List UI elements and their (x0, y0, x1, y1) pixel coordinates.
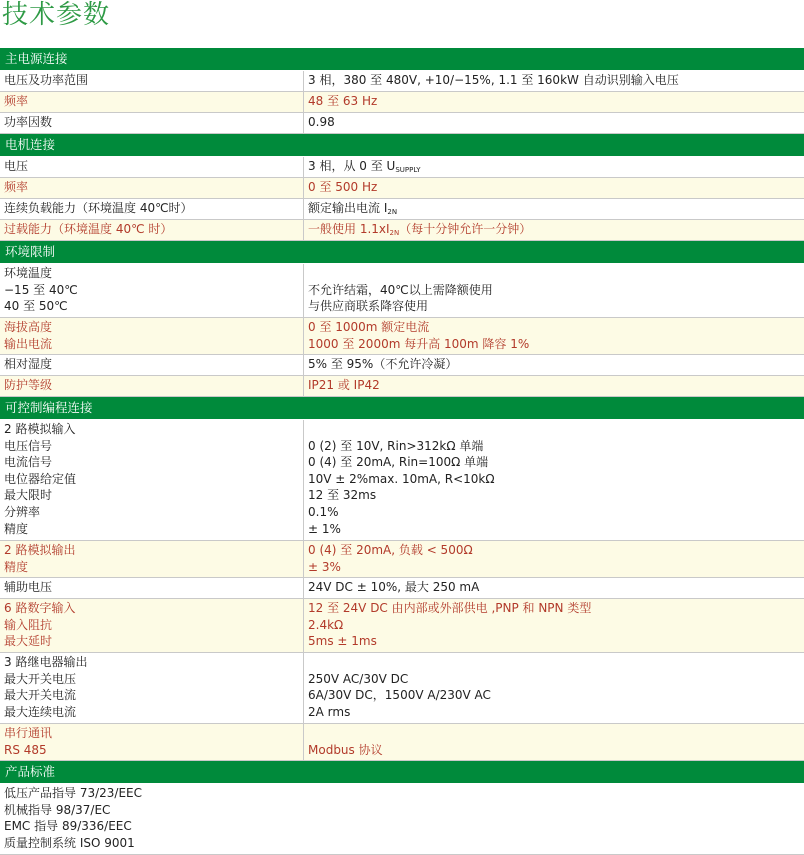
param-name-line: 海拔高度 (4, 320, 53, 334)
param-name-line: 质量控制系统 ISO 9001 (4, 835, 135, 850)
param-value-cell (304, 157, 804, 177)
spec-table (0, 48, 804, 855)
param-value-text: 0 至 500 Hz (308, 180, 378, 194)
param-name-cell (0, 784, 804, 854)
param-name-line: 环境温度 (4, 266, 53, 280)
param-name-cell (0, 578, 304, 598)
param-value-line (308, 158, 804, 179)
param-value-line (308, 633, 804, 650)
param-value-cell (304, 92, 804, 112)
param-name-line: 频率 (4, 180, 29, 194)
param-value-line (308, 319, 804, 336)
table-row (0, 724, 804, 761)
param-value-line (308, 179, 804, 196)
section-header: 环境限制 (0, 241, 804, 264)
param-value-cell (304, 355, 804, 375)
param-name-cell (0, 113, 304, 133)
section-header: 产品标准 (0, 761, 804, 784)
table-row (0, 420, 804, 541)
section-header: 电机连接 (0, 134, 804, 157)
param-name-line: 电压 (4, 159, 29, 173)
param-value-cell (304, 653, 804, 723)
param-value-text: 48 至 63 Hz (308, 94, 378, 108)
param-name-line: RS 485 (4, 742, 47, 757)
param-value-line (308, 221, 804, 242)
param-value-line (308, 200, 804, 221)
param-value-line (308, 471, 804, 488)
param-value-line (308, 600, 804, 617)
param-name-cell (0, 724, 304, 760)
param-name-line: 精度 (4, 559, 29, 574)
param-name-cell (0, 653, 304, 723)
param-name-line: 连续负载能力（环境温度 40℃时） (4, 201, 193, 215)
param-name-line: 2 路模拟输出 (4, 543, 76, 557)
param-name-line: 最大限时 (4, 488, 53, 503)
param-value-line (308, 579, 804, 596)
param-name-line: 2 路模拟输入 (4, 422, 76, 436)
param-value-text: 10V ± 2%max. 10mA, R<10kΩ (308, 471, 495, 486)
table-row (0, 653, 804, 724)
param-name-line: 3 路继电器输出 (4, 655, 88, 669)
param-value-tail: （每十分钟允许一分钟） (399, 222, 532, 236)
param-name-line: 频率 (4, 94, 29, 108)
param-value-line (308, 298, 804, 315)
param-name-line: 精度 (4, 521, 29, 536)
param-name-cell (0, 420, 304, 540)
param-value-text: 3 相，380 至 480V, +10/−15%, 1.1 至 160kW 自动识别输入电压 (308, 73, 679, 87)
param-name-line: 电压信号 (4, 438, 53, 453)
param-name-line: 最大连续电流 (4, 704, 77, 719)
param-value-line (308, 265, 804, 282)
param-name-cell (0, 157, 304, 177)
param-value-line (308, 742, 804, 759)
param-value-text: 一般使用 1.1xI (308, 222, 390, 236)
param-value-cell (304, 113, 804, 133)
param-name-cell (0, 376, 304, 396)
param-value-cell (304, 541, 804, 577)
param-value-line (308, 542, 804, 559)
param-value-line (308, 72, 804, 89)
param-name-line: 输入阻抗 (4, 617, 53, 632)
table-row (0, 318, 804, 355)
param-value-text: 0.98 (308, 115, 335, 129)
param-value-text: 12 至 24V DC 由内部或外部供电 ,PNP 和 NPN 类型 (308, 601, 592, 615)
param-value-cell (304, 178, 804, 198)
param-value-text: 3 相，从 0 至 U (308, 159, 396, 173)
param-value-line (308, 671, 804, 688)
table-row (0, 178, 804, 199)
param-name-line: 电位器给定值 (4, 471, 77, 486)
param-value-line (308, 114, 804, 131)
param-name-cell (0, 71, 304, 91)
param-value-text: 5ms ± 1ms (308, 634, 377, 649)
param-value-text: 250V AC/30V DC (308, 671, 409, 686)
table-row (0, 71, 804, 92)
param-value-subscript: SUPPLY (395, 166, 421, 174)
param-value-text: 2A rms (308, 704, 351, 719)
section-header: 可控制编程连接 (0, 397, 804, 420)
table-row (0, 92, 804, 113)
table-row (0, 578, 804, 599)
param-value-cell (304, 264, 804, 317)
param-value-cell (304, 199, 804, 219)
param-name-line: 相对湿度 (4, 357, 53, 371)
param-value-cell (304, 376, 804, 396)
table-row (0, 199, 804, 220)
param-value-text: ± 3% (308, 559, 341, 574)
param-value-line (308, 617, 804, 634)
param-value-text: 0 (2) 至 10V, Rin>312kΩ 单端 (308, 438, 484, 453)
param-value-text: 0 (4) 至 20mA, 负载 < 500Ω (308, 543, 473, 557)
param-name-line: 最大开关电压 (4, 671, 77, 686)
section-header: 主电源连接 (0, 48, 804, 71)
param-name-line: 机械指导 98/37/EC (4, 802, 111, 817)
param-name-line: 功率因数 (4, 115, 53, 129)
param-value-line (308, 356, 804, 373)
table-row (0, 113, 804, 134)
param-value-line (308, 377, 804, 394)
param-value-line (308, 454, 804, 471)
param-value-line (308, 421, 804, 438)
param-value-line (308, 687, 804, 704)
param-value-cell (304, 71, 804, 91)
param-value-line (308, 93, 804, 110)
param-value-subscript: 2N (389, 229, 400, 237)
table-row (0, 355, 804, 376)
param-name-cell (0, 599, 304, 652)
param-value-cell (304, 420, 804, 540)
param-value-text: 1000 至 2000m 每升高 100m 降容 1% (308, 336, 530, 351)
param-name-line: 电压及功率范围 (4, 73, 89, 87)
param-value-cell (304, 599, 804, 652)
param-value-line (308, 282, 804, 299)
param-value-cell (304, 724, 804, 760)
table-row (0, 376, 804, 397)
param-value-text: Modbus 协议 (308, 742, 383, 757)
param-value-text: 6A/30V DC，1500V A/230V AC (308, 688, 491, 703)
param-value-line (308, 521, 804, 538)
param-value-text: 0 至 1000m 额定电流 (308, 320, 430, 334)
param-name-cell (0, 220, 304, 240)
param-name-line: 最大延时 (4, 634, 53, 649)
param-name-cell (0, 355, 304, 375)
param-value-line (308, 725, 804, 742)
param-name-line: 辅助电压 (4, 580, 53, 594)
table-row (0, 220, 804, 241)
param-value-text: ± 1% (308, 521, 341, 536)
param-value-line (308, 487, 804, 504)
param-value-text: 额定输出电流 I (308, 201, 388, 215)
param-name-line: 过载能力（环境温度 40℃ 时） (4, 222, 173, 236)
param-value-text: 24V DC ± 10%, 最大 250 mA (308, 580, 480, 594)
param-value-text: 不允许结霜，40℃以上需降额使用 (308, 282, 493, 297)
param-name-line: 串行通讯 (4, 726, 53, 740)
table-row (0, 541, 804, 578)
param-value-text: 2.4kΩ (308, 617, 344, 632)
param-value-text: 0 (4) 至 20mA, Rin=100Ω 单端 (308, 455, 489, 470)
table-row (0, 157, 804, 178)
param-name-line: 低压产品指导 73/23/EEC (4, 786, 142, 800)
param-value-subscript: 2N (387, 208, 398, 216)
param-name-cell (0, 199, 304, 219)
param-name-cell (0, 178, 304, 198)
param-value-line (308, 438, 804, 455)
param-value-line (308, 504, 804, 521)
param-name-line: 最大开关电流 (4, 688, 77, 703)
param-value-line (308, 336, 804, 353)
page-title: 技术参数 (2, 0, 111, 30)
param-value-text: 0.1% (308, 504, 339, 519)
param-value-line (308, 654, 804, 671)
param-value-text: IP21 或 IP42 (308, 378, 380, 392)
table-row (0, 264, 804, 318)
param-value-text: 12 至 32ms (308, 488, 377, 503)
param-name-cell (0, 541, 304, 577)
param-name-line: EMC 指导 89/336/EEC (4, 819, 132, 834)
param-value-text: 与供应商联系降容使用 (308, 299, 429, 314)
param-value-cell (304, 318, 804, 354)
param-name-cell (0, 264, 304, 317)
param-value-line (308, 559, 804, 576)
param-name-line: 电流信号 (4, 455, 53, 470)
table-row (0, 784, 804, 855)
param-name-line: 6 路数字输入 (4, 601, 76, 615)
table-row (0, 599, 804, 653)
param-value-cell (304, 578, 804, 598)
param-name-line: 防护等级 (4, 378, 53, 392)
param-name-line: 输出电流 (4, 336, 53, 351)
param-value-text: 5% 至 95%（不允许冷凝） (308, 357, 458, 371)
param-name-line: 分辨率 (4, 504, 41, 519)
param-name-line: 40 至 50℃ (4, 299, 68, 314)
param-name-cell (0, 318, 304, 354)
param-value-line (308, 704, 804, 721)
param-name-line: −15 至 40℃ (4, 282, 78, 297)
param-name-cell (0, 92, 304, 112)
param-value-cell (304, 220, 804, 240)
